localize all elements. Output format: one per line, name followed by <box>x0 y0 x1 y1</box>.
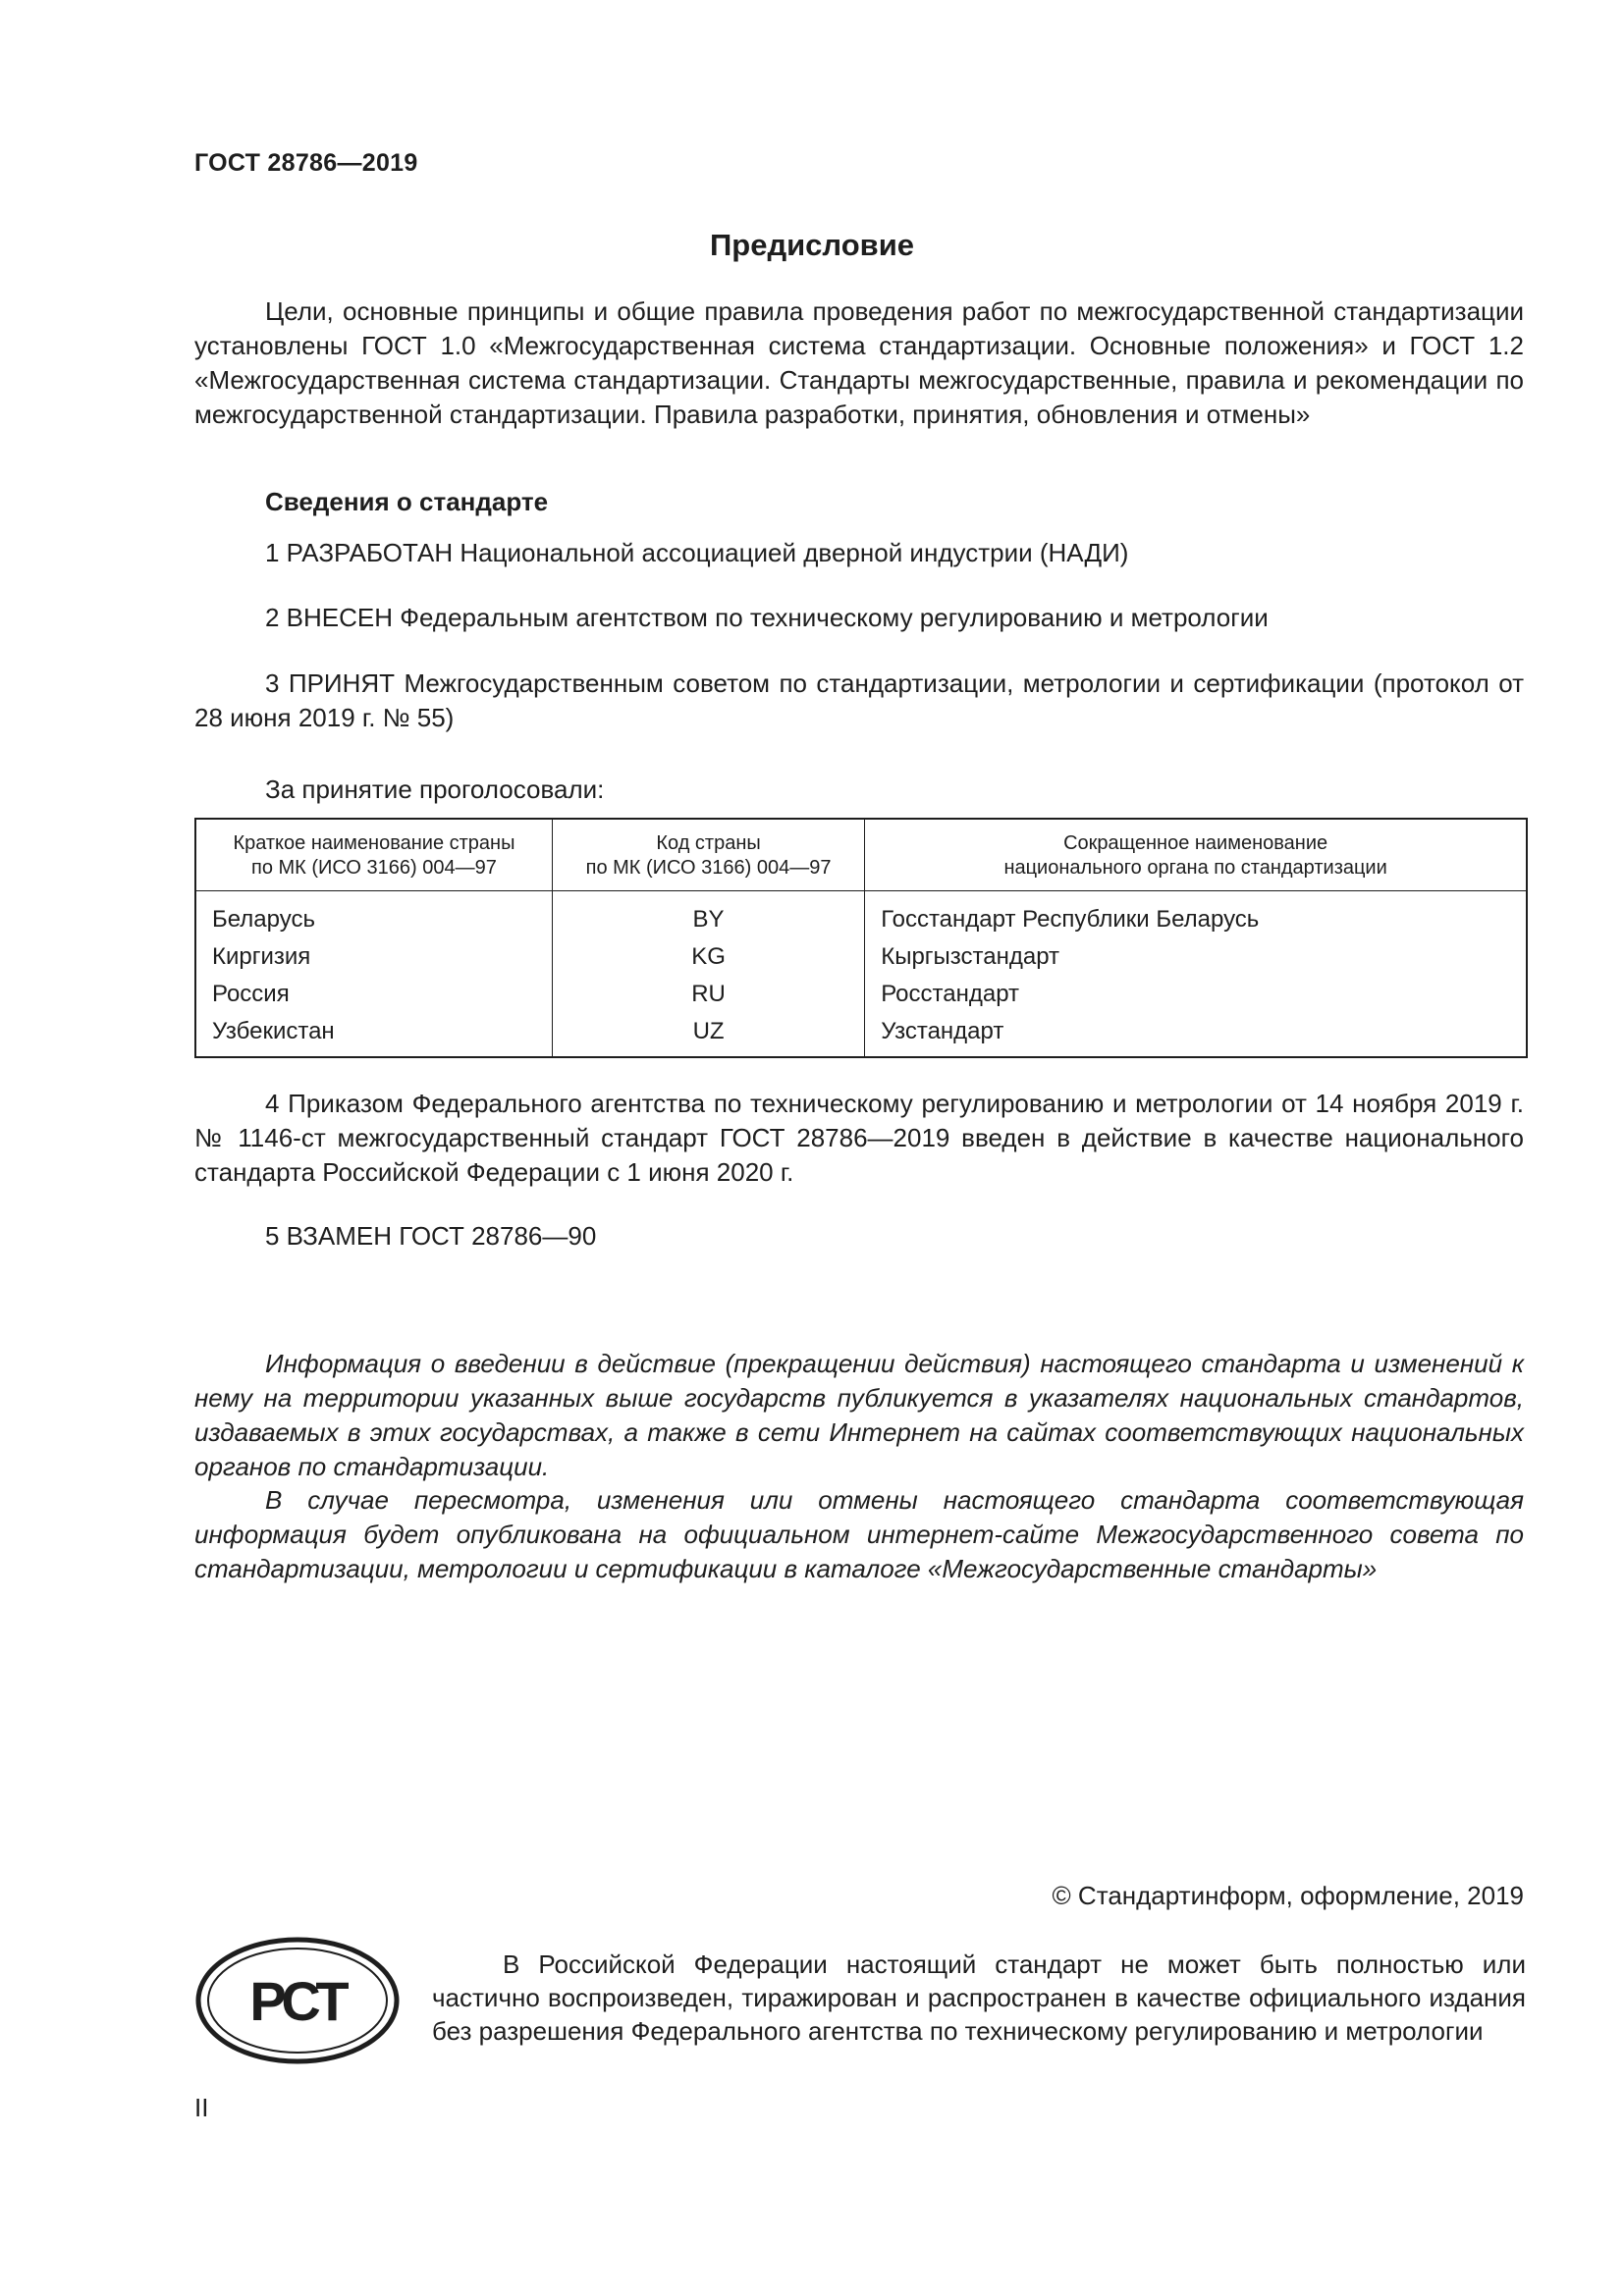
cell-code: RU <box>552 976 864 1013</box>
header-country-name <box>195 819 552 891</box>
header-standards-body <box>865 819 1527 891</box>
table-row <box>195 976 1527 1013</box>
cell-code: BY <box>552 891 864 939</box>
item-enacted <box>194 1087 1524 1190</box>
header-standards-body-line2: национального органа по стандартизации <box>1003 857 1387 879</box>
header-country-code-line2: по МК (ИСО 3166) 004—97 <box>585 857 832 879</box>
cell-country: Беларусь <box>195 891 552 939</box>
cell-country: Узбекистан <box>195 1013 552 1057</box>
italic-note-2-text: В случае пересмотра, изменения или отмены настоящего стандарта соответствующая информация будет опубликована на официальном интернет-сайте Межгосударственного совета по стандартизации, метрологии и сертификации в каталоге «Межгосударственные стандарты» <box>194 1485 1524 1583</box>
header-country-code-line1: Код страны <box>656 832 761 854</box>
cell-body: Росстандарт <box>881 981 1020 1007</box>
header-standards-body-line1: Сокращенное наименование <box>1063 832 1328 854</box>
item-enacted-text: 4 Приказом Федерального агентства по техническому регулированию и метрологии от 14 ноября 2019 г. № 1146-ст межгосударственный стандарт ГОСТ 28786—2019 введен в действие в качестве национального стандарта Российской Федерации с 1 июня 2020 г. <box>194 1089 1524 1187</box>
copyright-line: © Стандартинформ, оформление, 2019 <box>1052 1881 1524 1910</box>
cell-body: Узстандарт <box>881 1018 1004 1044</box>
item-submitted: 2 ВНЕСЕН Федеральным агентством по техническому регулированию и метрологии <box>265 603 1269 632</box>
header-country-name-line1: Краткое наименование страны <box>233 832 515 854</box>
document-code: ГОСТ 28786—2019 <box>194 149 418 177</box>
cell-country: Россия <box>195 976 552 1013</box>
voting-table <box>194 818 1528 1058</box>
cell-code: KG <box>552 938 864 976</box>
item-adopted <box>194 667 1524 735</box>
intro-paragraph <box>194 294 1524 432</box>
cell-body: Госстандарт Республики Беларусь <box>881 906 1260 933</box>
intro-text: Цели, основные принципы и общие правила проведения работ по межгосударственной стандартизации установлены ГОСТ 1.0 «Межгосударственная система стандартизации. Основные положения» и ГОСТ 1.2 «Межгосударственная система стандартизации. Стандарты межгосударственные, правила и рекомендации по межгосударственной стандартизации. Правила разработки, принятия, обновления и отмены» <box>194 296 1524 429</box>
item-replaces: 5 ВЗАМЕН ГОСТ 28786—90 <box>265 1221 597 1251</box>
page-title: Предисловие <box>709 228 914 262</box>
item-adopted-text: 3 ПРИНЯТ Межгосударственным советом по стандартизации, метрологии и сертификации (протокол от 28 июня 2019 г. № 55) <box>194 668 1524 732</box>
cell-country: Киргизия <box>195 938 552 976</box>
table-row <box>195 891 1527 939</box>
reproduction-notice <box>432 1948 1526 2048</box>
vote-intro: За принятие проголосовали: <box>265 774 605 804</box>
table-row <box>195 938 1527 976</box>
cell-body: Кыргызстандарт <box>881 943 1060 970</box>
table-row <box>195 1013 1527 1057</box>
logo-text: РСТ <box>249 1970 346 2032</box>
header-country-code <box>552 819 864 891</box>
italic-note-1-text: Информация о введении в действие (прекращении действия) настоящего стандарта и изменений к нему на территории указанных выше государств публикуется в указателях национальных стандартов, издаваемых в этих государствах, а также в сети Интернет на сайтах соответствующих национальных органов по стандартизации. <box>194 1349 1524 1481</box>
reproduction-notice-text: В Российской Федерации настоящий стандарт не может быть полностью или частично воспроизведен, тиражирован и распространен в качестве официального издания без разрешения Федерального агентства по техническому регулированию и метрологии <box>432 1949 1526 2046</box>
italic-note-1 <box>194 1347 1524 1484</box>
rst-logo-icon <box>194 1936 401 2065</box>
info-heading: Сведения о стандарте <box>265 487 549 516</box>
header-country-name-line2: по МК (ИСО 3166) 004—97 <box>251 857 497 879</box>
italic-note-2 <box>194 1483 1524 1586</box>
item-developed: 1 РАЗРАБОТАН Национальной ассоциацией дверной индустрии (НАДИ) <box>265 538 1129 567</box>
cell-code: UZ <box>552 1013 864 1057</box>
table-header-row <box>195 819 1527 891</box>
page-number: II <box>194 2093 209 2122</box>
